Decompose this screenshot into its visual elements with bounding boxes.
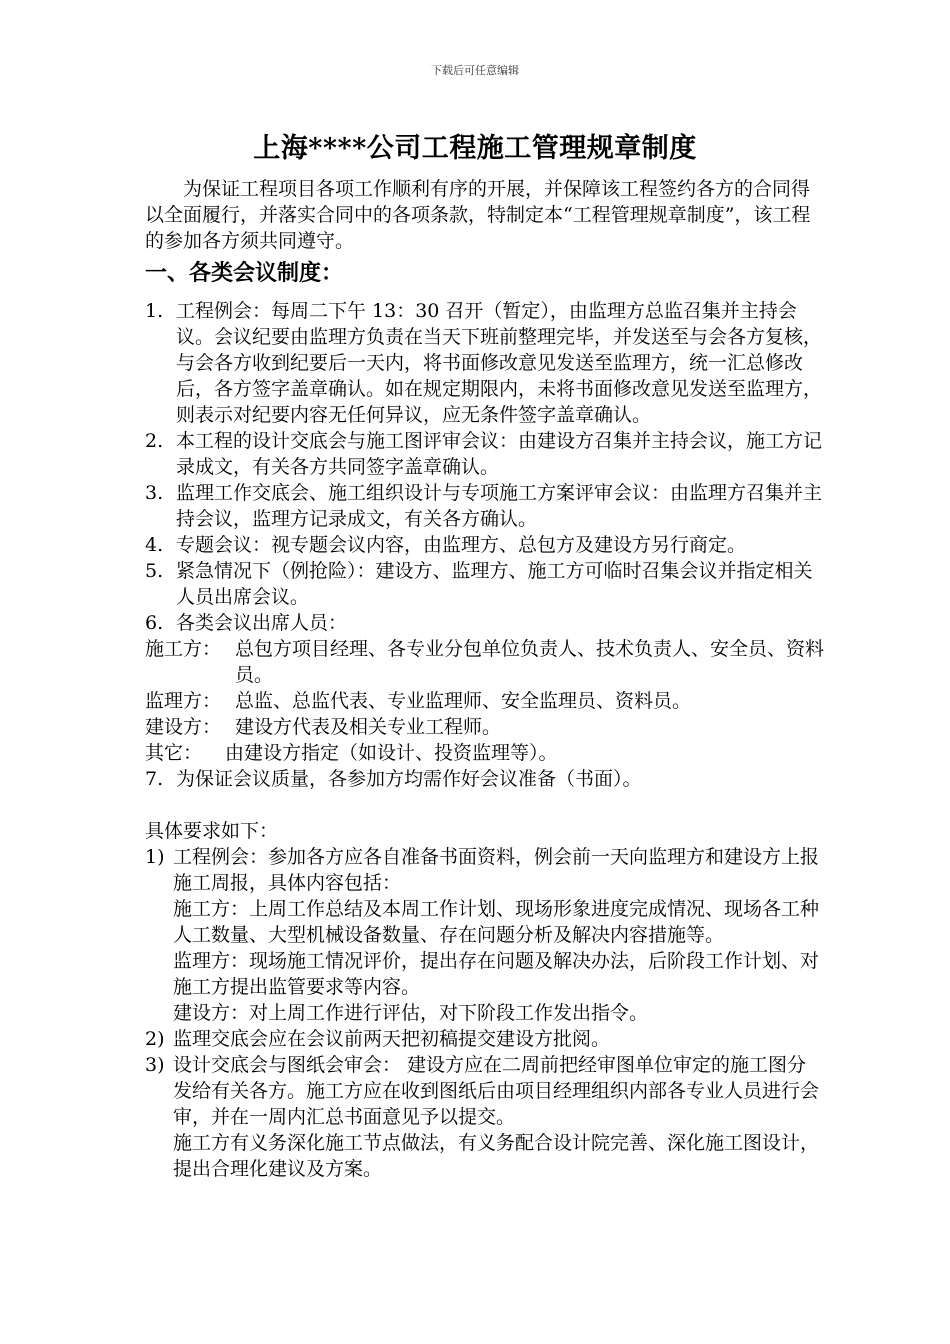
list-item-text: 监理工作交底会、施工组织设计与专项施工方案评审会议：由监理方召集并主持会议，监理方记录成文，有关各方确认。 [176, 482, 823, 530]
list-item-text: 工程例会：每周二下午 13：30 召开（暂定），由监理方总监召集并主持会议。会议纪要由监理方负责在当天下班前整理完毕，并发送至与会各方复核，与会各方收到纪要后一天内，将书面修改意见发送至监理方，统一汇总修改后，各方签字盖章确认。如在规定期限内，未将书面修改意见发送至监理方，则表示对纪要内容无任何异议，应无条件签字盖章确认。 [176, 300, 823, 426]
list-item-text: 专题会议：视专题会议内容，由监理方、总包方及建设方另行商定。 [176, 534, 747, 556]
list-item [145, 480, 825, 532]
list-item [145, 766, 825, 792]
requirement-detail: 施工方有义务深化施工节点做法，有义务配合设计院完善、深化施工图设计，提出合理化建议及方案。 [173, 1132, 820, 1180]
list-item [145, 610, 825, 636]
requirement-number: 3) [145, 1054, 165, 1076]
section-heading-meetings: 一、各类会议制度： [145, 260, 344, 286]
requirement-number: 2) [145, 1028, 165, 1050]
list-item-text: 为保证会议质量，各参加方均需作好会议准备（书面）。 [176, 768, 642, 790]
page-header-note: 下载后可任意编辑 [431, 64, 519, 77]
blank-line [145, 792, 825, 818]
requirement-text: 工程例会：参加各方应各自准备书面资料，例会前一天向监理方和建设方上报施工周报，具体内容包括： [173, 846, 820, 894]
intro-paragraph: 为保证工程项目各项工作顺利有序的开展，并保障该工程签约各方的合同得以全面履行，并落实合同中的各项条款，特制定本“工程管理规章制度”，该工程的参加各方须共同遵守。 [145, 178, 811, 252]
attendee-text: 总包方项目经理、各专业分包单位负责人、技术负责人、安全员、资料员。 [235, 638, 825, 686]
attendee-label: 监理方： [145, 690, 222, 712]
attendee-text: 总监、总监代表、专业监理师、安全监理员、资料员。 [235, 690, 692, 712]
list-item-number: 6. [145, 612, 164, 634]
list-item [145, 532, 825, 558]
requirement-item [145, 1052, 825, 1182]
requirement-text: 监理交底会应在会议前两天把初稿提交建设方批阅。 [173, 1028, 611, 1050]
attendee-label: 建设方： [145, 716, 222, 738]
list-item-number: 7. [145, 768, 164, 790]
requirement-detail: 施工方：上周工作总结及本周工作计划、现场形象进度完成情况、现场各工种人工数量、大型机械设备数量、存在问题分析及解决内容措施等。 [173, 898, 820, 946]
attendee-supervisor [145, 688, 825, 714]
attendee-contractor [145, 636, 825, 688]
attendee-label: 施工方： [145, 638, 222, 660]
requirement-item [145, 1026, 825, 1052]
requirement-text: 设计交底会与图纸会审会： 建设方应在二周前把经审图单位审定的施工图分发给有关各方。施工方应在收到图纸后由项目经理组织内部各专业人员进行会审，并在一周内汇总书面意见予以提交。 [173, 1054, 820, 1128]
list-item-number: 3. [145, 482, 164, 504]
list-item [145, 428, 825, 480]
requirement-detail: 监理方：现场施工情况评价，提出存在问题及解决办法，后阶段工作计划、对施工方提出监管要求等内容。 [173, 950, 820, 998]
attendee-other [145, 740, 825, 766]
list-item-number: 5. [145, 560, 164, 582]
list-item-text: 各类会议出席人员： [176, 612, 348, 634]
list-item-number: 4. [145, 534, 164, 556]
document-title: 上海****公司工程施工管理规章制度 [253, 133, 697, 164]
requirement-number: 1) [145, 846, 165, 868]
requirement-item [145, 844, 825, 1026]
requirements-heading: 具体要求如下： [145, 820, 279, 842]
list-item-number: 1. [145, 300, 164, 322]
list-item [145, 558, 825, 610]
list-item-text: 本工程的设计交底会与施工图评审会议：由建设方召集并主持会议，施工方记录成文，有关各方共同签字盖章确认。 [176, 430, 823, 478]
list-item [145, 298, 825, 428]
requirement-detail: 建设方：对上周工作进行评估，对下阶段工作发出指令。 [173, 1002, 649, 1024]
attendee-text: 建设方代表及相关专业工程师。 [235, 716, 502, 738]
attendee-label: 其它： [145, 742, 203, 764]
list-item-text: 紧急情况下（例抢险）：建设方、监理方、施工方可临时召集会议并指定相关人员出席会议。 [176, 560, 813, 608]
list-item-number: 2. [145, 430, 164, 452]
meeting-list [145, 298, 825, 1182]
attendee-owner [145, 714, 825, 740]
attendee-text: 由建设方指定（如设计、投资监理等）。 [225, 742, 558, 764]
